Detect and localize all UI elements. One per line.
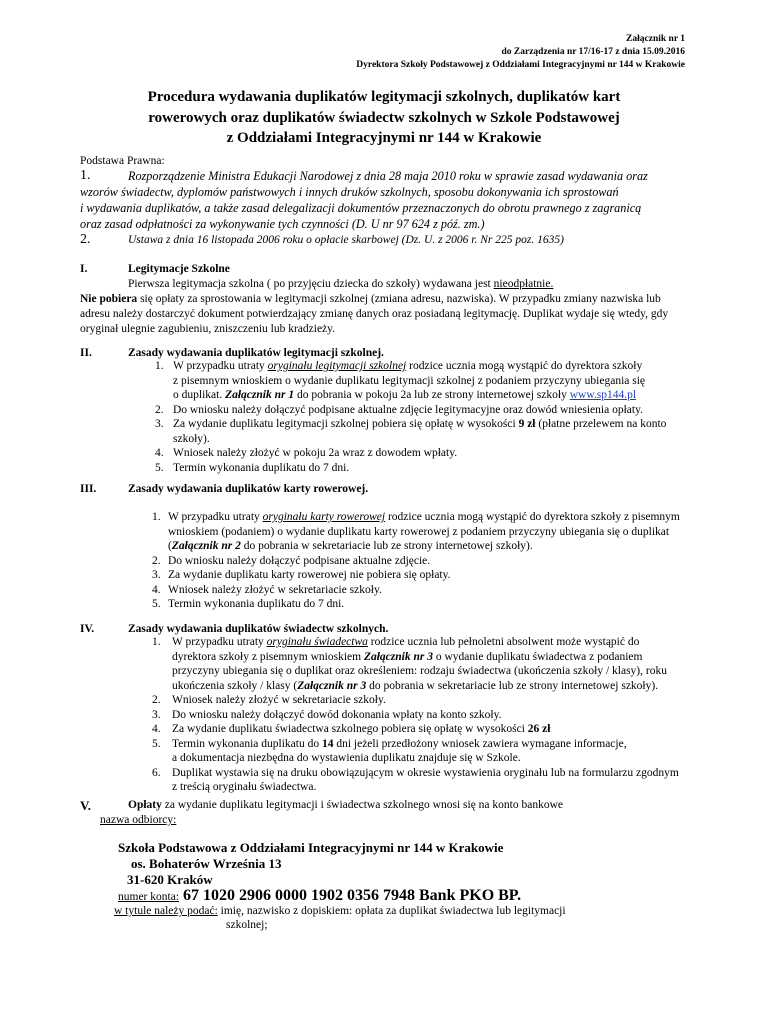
s4-text: o wydanie duplikatu świadectwa z podaniem — [432, 650, 643, 663]
s3-text: ( — [168, 540, 172, 552]
s4-text: Za wydanie duplikatu świadectwa szkolnego pobiera się opłatę w wysokości — [172, 723, 528, 735]
section-3-heading: Zasady wydawania duplikatów karty rowerowej. — [128, 483, 369, 495]
s4-text: dni jeżeli przedłożony wniosek zawiera wymagane informacje, — [333, 737, 627, 750]
s4-item-6 — [80, 766, 700, 795]
recipient-city: 31-620 Kraków — [127, 872, 213, 887]
s3-item-5 — [80, 597, 700, 612]
document-title — [80, 87, 688, 149]
s2-text: o duplikat. — [173, 389, 226, 401]
s4-days: 14 — [321, 737, 334, 750]
title-line-1: Procedura wydawania duplikatów legitymacji szkolnych, duplikatów kart — [147, 89, 621, 105]
s1-bold-text: Nie pobiera — [80, 293, 138, 305]
s1-text: adresu należy dostarczyć dokument potwierdzający zmianę danych oraz posiadaną legitymację. Duplikat wydaje się wtedy, gdy — [80, 308, 669, 320]
s2-text: Za wydanie duplikatu legitymacji szkolnej pobiera się opłatę w wysokości — [173, 418, 519, 430]
s4-item-num: 5. — [152, 737, 161, 750]
s2-item-4 — [80, 446, 700, 461]
s1-free-text: nieodpłatnie. — [493, 278, 554, 290]
s4-item-4 — [80, 722, 700, 737]
account-label: numer konta: — [118, 891, 179, 903]
legal-item-1-line: Rozporządzenie Ministra Edukacji Narodowej z dnia 28 maja 2010 roku w sprawie zasad wydawania oraz — [128, 169, 648, 184]
bank-account-number: 67 1020 2906 0000 1902 0356 7948 Bank PKO BP. — [179, 887, 522, 904]
section-1-heading: Legitymacje Szkolne — [128, 263, 230, 275]
title-line-3: z Oddziałami Integracyjnymi nr 144 w Krakowie — [226, 130, 542, 147]
s2-fee: 9 zł — [518, 418, 536, 430]
header-line-1: Załącznik nr 1 — [626, 34, 685, 44]
section-5-number: V. — [80, 798, 91, 813]
section-1-number: I. — [80, 263, 88, 275]
legal-item-2-line: Ustawa z dnia 16 listopada 2006 roku o opłacie skarbowej (Dz. U. z 2006 r. Nr 225 poz. 1635) — [128, 234, 564, 247]
s4-text: przyczyny ubiegania się o duplikat oraz określeniem: rodzaju świadectwa (ukończenia szkoły / klasy), roku — [172, 665, 667, 677]
title-line-2: rowerowych oraz duplikatów świadectw szkolnych w Szkole Podstawowej — [148, 109, 620, 126]
recipient-street: os. Bohaterów Września 13 — [131, 856, 282, 871]
legal-item-1-line: oraz zasad odpłatności za wykonywanie tych czynności (D. U nr 97 624 z póź. zm.) — [80, 217, 485, 232]
s2-emph: oryginału legitymacji szkolnej — [267, 360, 407, 372]
s2-text: Termin wykonania duplikatu do 7 dni. — [173, 461, 350, 474]
s1-text: Pierwsza legitymacja szkolna ( po przyjęciu dziecka do szkoły) wydawana jest — [128, 278, 494, 290]
legal-item-1-line: i wydawania duplikatów, a także zasad delegalizacji dokumentów przeznaczonych do obrotu prawnego z zagranicą — [80, 201, 642, 216]
s2-text: do pobrania w pokoju 2a lub ze strony internetowej szkoły — [294, 389, 570, 401]
s2-text: Wniosek należy złożyć w pokoju 2a wraz z dowodem wpłaty. — [173, 447, 458, 459]
legal-item-1-num: 1. — [80, 168, 91, 184]
s2-attachment-ref: Załącznik nr 1 — [225, 389, 295, 401]
s4-attachment-ref: Załącznik nr 3 — [297, 679, 367, 692]
s4-text: Wniosek należy złożyć w sekretariacie szkoły. — [172, 694, 386, 706]
section-3-number: III. — [80, 483, 97, 495]
s4-item-num: 1. — [152, 636, 161, 648]
s3-item-num: 2. — [152, 554, 161, 567]
s4-attachment-ref: Załącznik nr 3 — [363, 650, 433, 663]
recipient-label: nazwa odbiorcy: — [100, 814, 177, 826]
s4-text: Do wniosku należy dołączyć dowód dokonania wpłaty na konto szkoły. — [172, 708, 502, 721]
s3-item-num: 1. — [152, 511, 161, 523]
s2-text: (płatne przelewem na konto — [535, 418, 667, 430]
s2-text: W przypadku utraty — [173, 360, 268, 372]
section-2-heading: Zasady wydawania duplikatów legitymacji szkolnej. — [128, 347, 384, 359]
s2-item-2 — [80, 403, 700, 418]
s2-item-1 — [80, 359, 700, 403]
s2-item-num: 4. — [155, 447, 164, 459]
s3-attachment-ref: Załącznik nr 2 — [171, 540, 241, 552]
s4-text: rodzice ucznia lub pełnoletni absolwent może wystąpić do — [367, 636, 640, 648]
s4-emph: oryginału świadectwa — [266, 636, 368, 648]
s3-text: W przypadku utraty — [168, 511, 263, 523]
s2-text: z pisemnym wnioskiem o wydanie duplikatu legitymacji szkolnej z podaniem przyczyny ubiegania się — [173, 374, 646, 387]
recipient-name: Szkoła Podstawowa z Oddziałami Integracyjnymi nr 144 w Krakowie — [118, 840, 504, 855]
s3-emph: oryginału karty rowerowej — [262, 511, 386, 523]
school-website-link[interactable]: www.sp144.pl — [569, 389, 637, 401]
s2-text: szkoły). — [173, 432, 210, 445]
s2-text: rodzice ucznia mogą wystąpić do dyrektora szkoły — [406, 360, 643, 372]
s2-item-num: 5. — [155, 461, 164, 474]
s3-item-num: 3. — [152, 569, 161, 581]
legal-item-2-num: 2. — [80, 232, 91, 248]
section-4-heading: Zasady wydawania duplikatów świadectw szkolnych. — [128, 623, 389, 635]
s3-text: Wniosek należy złożyć w sekretariacie szkoły. — [168, 583, 382, 596]
s4-item-num: 4. — [152, 723, 161, 735]
s4-text: z treścią oryginału świadectwa. — [172, 781, 317, 793]
s4-text: do pobrania w sekretariacie lub ze strony internetowej szkoły). — [366, 679, 659, 692]
legal-item-1-line: wzorów świadectw, dyplomów państwowych i innych druków szkolnych, sposobu dokonywania ich sprostowań — [80, 185, 619, 200]
s3-item-3 — [80, 568, 700, 583]
s3-item-num: 4. — [152, 583, 161, 596]
attachment-header — [356, 33, 685, 71]
section-4-number: IV. — [80, 623, 95, 635]
s4-text: Duplikat wystawia się na druku obowiązującym w okresie wystawienia oryginału lub na formularzu zgodnym — [172, 766, 679, 779]
s5-text: za wydanie duplikatu legitymacji i świadectwa szkolnego wnosi się na konto bankowe — [161, 799, 563, 811]
s4-text: dyrektora szkoły z pisemnym wnioskiem — [172, 650, 364, 663]
s3-text: rodzice ucznia mogą wystąpić do dyrektora szkoły z pisemnym — [385, 511, 680, 523]
s4-item-num: 2. — [152, 694, 161, 706]
s4-item-num: 3. — [152, 708, 161, 721]
s4-item-1 — [80, 635, 700, 693]
s3-item-4 — [80, 583, 700, 598]
section-2-number: II. — [80, 347, 92, 359]
s4-text: a dokumentacja niezbędna do wystawienia duplikatu znajduje się w Szkole. — [172, 752, 521, 764]
s1-text: oryginał ulegnie zagubieniu, zniszczeniu lub kradzieży. — [80, 323, 336, 335]
s2-item-num: 3. — [155, 418, 164, 430]
s1-text: się opłaty za sprostowania w legitymacji szkolnej (zmiana adresu, nazwiska). W przypadku zmiany nazwiska lub — [137, 293, 661, 305]
s4-fee: 26 zł — [527, 723, 551, 735]
legal-basis-label: Podstawa Prawna: — [80, 155, 165, 167]
s3-text: Do wniosku należy dołączyć podpisane aktualne zdjęcie. — [168, 554, 431, 567]
s4-item-2 — [80, 693, 700, 708]
s4-text: ukończenia szkoły / klasy ( — [172, 679, 298, 692]
s4-item-num: 6. — [152, 766, 161, 779]
s4-item-5 — [80, 737, 700, 766]
section-5-heading: Opłaty — [128, 799, 162, 811]
s4-item-3 — [80, 708, 700, 723]
s3-item-num: 5. — [152, 598, 161, 610]
header-line-2: do Zarządzenia nr 17/16-17 z dnia 15.09.2016 — [501, 46, 685, 57]
s3-item-2 — [80, 554, 700, 569]
header-line-3: Dyrektora Szkoły Podstawowej z Oddziałami Integracyjnymi nr 144 w Krakowie — [356, 59, 685, 70]
s2-text: Do wniosku należy dołączyć podpisane aktualne zdjęcie legitymacyjne oraz dowód wniesienia opłaty. — [173, 403, 643, 416]
s2-item-num: 1. — [155, 360, 164, 372]
s3-text: wnioskiem (podaniem) o wydanie duplikatu karty rowerowej z podaniem przyczyny ubiegania się o duplikat — [168, 525, 670, 538]
s3-item-1 — [80, 510, 700, 554]
transfer-title-text: szkolnej; — [226, 919, 268, 931]
s3-text: do pobrania w sekretariacie lub ze strony internetowej szkoły). — [240, 540, 533, 552]
s2-item-5 — [80, 461, 700, 476]
s4-text: W przypadku utraty — [172, 636, 267, 648]
s2-item-num: 2. — [155, 403, 164, 416]
s3-text: Termin wykonania duplikatu do 7 dni. — [168, 598, 345, 610]
s2-item-3 — [80, 417, 700, 446]
legal-basis — [80, 154, 690, 248]
s3-text: Za wydanie duplikatu karty rowerowej nie pobiera się opłaty. — [168, 569, 451, 581]
s4-text: Termin wykonania duplikatu do — [172, 737, 322, 750]
transfer-title-label: w tytule należy podać: — [114, 905, 218, 917]
transfer-title-text: imię, nazwisko z dopiskiem: opłata za duplikat świadectwa lub legitymacji — [217, 905, 566, 917]
legal-item-2 — [80, 232, 690, 248]
legal-item-1 — [80, 168, 690, 232]
